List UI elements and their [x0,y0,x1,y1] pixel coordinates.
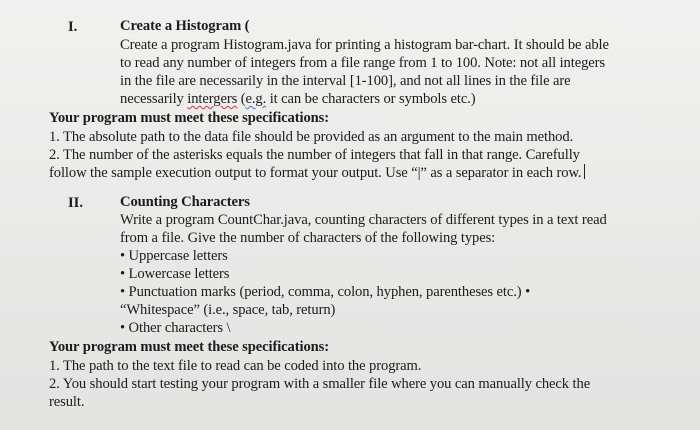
section-1-spec-heading: Your program must meet these specifications: [49,110,329,126]
text-segment: necessarily [120,91,188,107]
section-1-desc-line: in the file are necessarily in the interval [1-100], and not all lines in the file are [120,73,571,89]
bullet-item: • Uppercase letters [120,248,228,264]
bullet-item: • Lowercase letters [120,266,230,282]
text-cursor [584,164,585,179]
section-2-spec-heading: Your program must meet these specifications: [49,339,329,355]
section-2-spec-line: 2. You should start testing your program with a smaller file where you can manually check the [49,376,591,392]
section-2-title: Counting Characters [120,194,250,210]
section-1-spec-line: 1. The absolute path to the data file should be provided as an argument to the main method. [49,129,574,145]
section-1-numeral: I. [68,19,78,35]
section-1-spec-line [49,164,585,182]
section-1-spec-line: 2. The number of the asterisks equals the number of integers that fall in that range. Carefully [49,147,580,163]
section-2-spec-line: 1. The path to the text file to read can be coded into the program. [49,358,422,374]
bullet-item: • Punctuation marks (period, comma, colon, hyphen, parentheses etc.) • [120,284,531,300]
section-2-desc-line: from a file. Give the number of characters of the following types: [120,230,496,246]
bullet-item: “Whitespace” (i.e., space, tab, return) [120,302,336,318]
grammar-flagged-word: e.g. [245,91,267,107]
text-segment: follow the sample execution output to format your output. Use “|” as a separator in each row. [49,165,582,181]
section-1-title: Create a Histogram ( [120,18,250,34]
text-segment: it can be characters or symbols etc.) [266,91,476,107]
section-2-numeral: II. [68,195,84,211]
section-2-spec-line: result. [49,394,85,410]
section-1-desc-line: to read any number of integers from a file range from 1 to 100. Note: not all integers [120,55,606,71]
section-2-desc-line: Write a program CountChar.java, counting characters of different types in a text read [120,212,607,228]
text-segment: ( [237,91,246,107]
misspelled-word: intergers [187,91,238,107]
section-1-desc-line: Create a program Histogram.java for printing a histogram bar-chart. It should be able [120,37,609,53]
section-1-desc-line [120,90,476,108]
bullet-item: • Other characters \ [120,320,231,336]
